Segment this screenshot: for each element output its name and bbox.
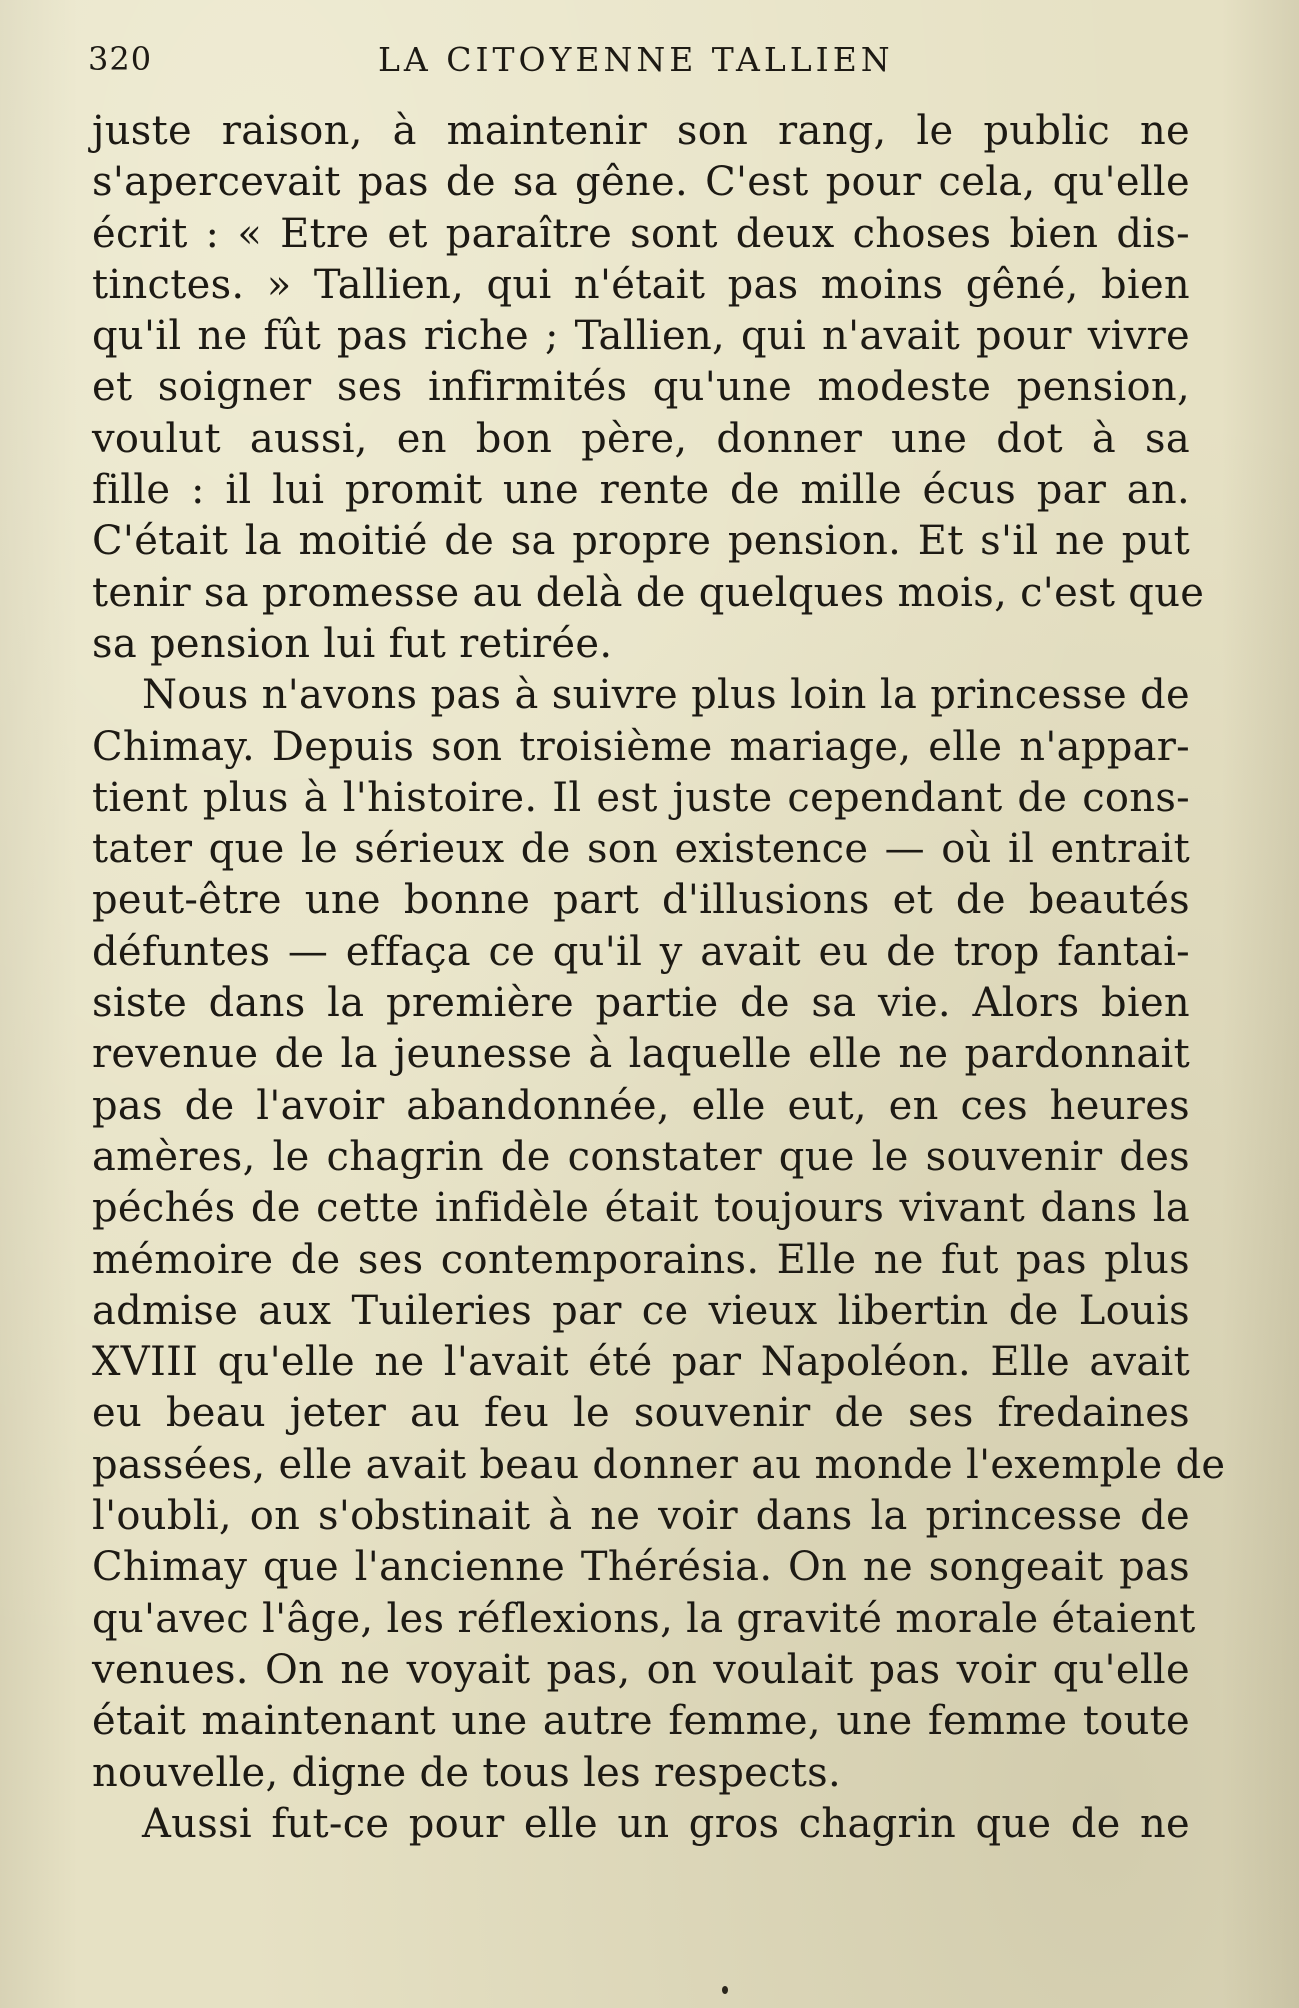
text-line: et soigner ses infirmités qu'une modeste pension, <box>92 364 1190 411</box>
text-line: fille : il lui promit une rente de mille écus par an. <box>92 467 1190 514</box>
text-line: qu'il ne fût pas riche ; Tallien, qui n'avait pour vivre <box>92 313 1190 360</box>
text-line: venues. On ne voyait pas, on voulait pas voir qu'elle <box>92 1646 1190 1693</box>
text-line: l'oubli, on s'obstinait à ne voir dans la princesse de <box>92 1493 1190 1540</box>
text-line: admise aux Tuileries par ce vieux libertin de Louis <box>92 1287 1190 1334</box>
text-line: Aussi fut-ce pour elle un gros chagrin que de ne <box>142 1800 1190 1847</box>
page-header <box>88 40 1188 90</box>
text-line: amères, le chagrin de constater que le souvenir des <box>92 1133 1190 1180</box>
text-line: C'était la moitié de sa propre pension. Et s'il ne put <box>92 518 1190 565</box>
text-line: pas de l'avoir abandonnée, elle eut, en ces heures <box>92 1082 1190 1129</box>
text-line: était maintenant une autre femme, une femme toute <box>92 1698 1190 1745</box>
text-line: tater que le sérieux de son existence — où il entrait <box>92 826 1190 873</box>
text-line: peut-être une bonne part d'illusions et de beautés <box>92 877 1190 924</box>
text-line: Nous n'avons pas à suivre plus loin la princesse de <box>142 672 1190 719</box>
ink-speck <box>722 1986 728 1994</box>
running-title: LA CITOYENNE TALLIEN <box>378 40 894 79</box>
text-line: écrit : « Etre et paraître sont deux choses bien dis- <box>92 210 1190 257</box>
text-line: qu'avec l'âge, les réflexions, la gravité morale étaient <box>92 1595 1196 1642</box>
text-line: juste raison, à maintenir son rang, le public ne <box>92 108 1190 154</box>
text-line: tient plus à l'histoire. Il est juste cependant de cons- <box>92 774 1190 821</box>
text-line: péchés de cette infidèle était toujours vivant dans la <box>92 1185 1190 1232</box>
text-line: défuntes — effaça ce qu'il y avait eu de trop fantai- <box>92 928 1190 975</box>
text-line: Chimay que l'ancienne Thérésia. On ne songeait pas <box>92 1544 1190 1591</box>
text-line: sa pension lui fut retirée. <box>92 620 613 667</box>
text-line: voulut aussi, en bon père, donner une dot à sa <box>92 415 1190 462</box>
text-line: passées, elle avait beau donner au monde l'exemple de <box>92 1441 1226 1488</box>
text-line: eu beau jeter au feu le souvenir de ses fredaines <box>92 1390 1190 1437</box>
page-number: 320 <box>88 40 153 78</box>
text-line: tinctes. » Tallien, qui n'était pas moins gêné, bien <box>92 261 1190 308</box>
text-line: s'apercevait pas de sa gêne. C'est pour cela, qu'elle <box>92 159 1190 206</box>
text-line: Chimay. Depuis son troisième mariage, elle n'appar- <box>92 723 1190 770</box>
text-line: mémoire de ses contemporains. Elle ne fut pas plus <box>92 1236 1190 1283</box>
text-line: revenue de la jeunesse à laquelle elle ne pardonnait <box>92 1031 1190 1078</box>
text-line: siste dans la première partie de sa vie. Alors bien <box>92 980 1190 1027</box>
body-text <box>92 106 1226 1850</box>
text-line: tenir sa promesse au delà de quelques mois, c'est que <box>92 569 1205 616</box>
text-line: XVIII qu'elle ne l'avait été par Napoléon. Elle avait <box>92 1339 1190 1386</box>
text-line: nouvelle, digne de tous les respects. <box>92 1749 841 1796</box>
